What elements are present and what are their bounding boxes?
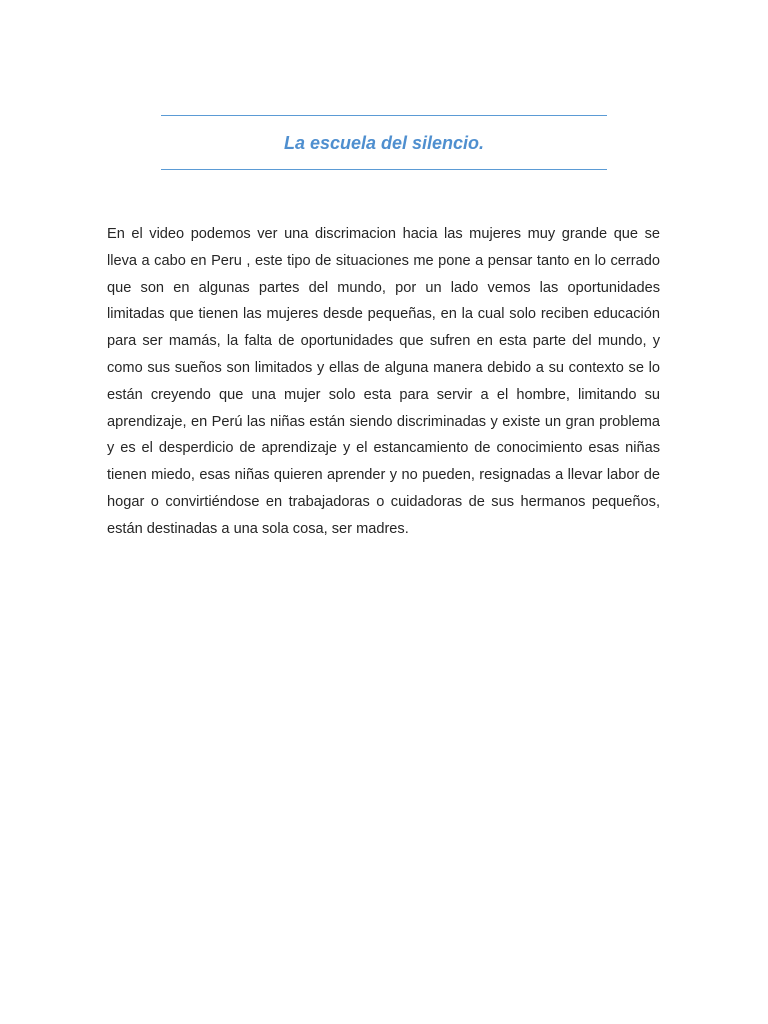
body-paragraph: En el video podemos ver una discrimacion hacia las mujeres muy grande que se lleva a cabo en Peru , este tipo de situaciones me pone a pensar tanto en lo cerrado que son en algunas partes del mundo, por un lado vemos las oportunidades limitadas que tienen las mujeres desde pequeñas, en la cual solo reciben educación para ser mamás, la falta de oportunidades que sufren en esta parte del mundo, y como sus sueños son limitados y ellas de alguna manera debido a su contexto se lo están creyendo que una mujer solo esta para servir a el hombre, limitando su aprendizaje, en Perú las niñas están siendo discriminadas y existe un gran problema y es el desperdicio de aprendizaje y el estancamiento de conocimiento esas niñas tienen miedo, esas niñas quieren aprender y no pueden, resignadas a llevar labor de hogar o convirtiéndose en trabajadoras o cuidadoras de sus hermanos pequeños, están destinadas a una sola cosa, ser madres. — [107, 226, 660, 537]
document-title: La escuela del silencio. — [283, 132, 485, 153]
title-block — [161, 115, 607, 170]
